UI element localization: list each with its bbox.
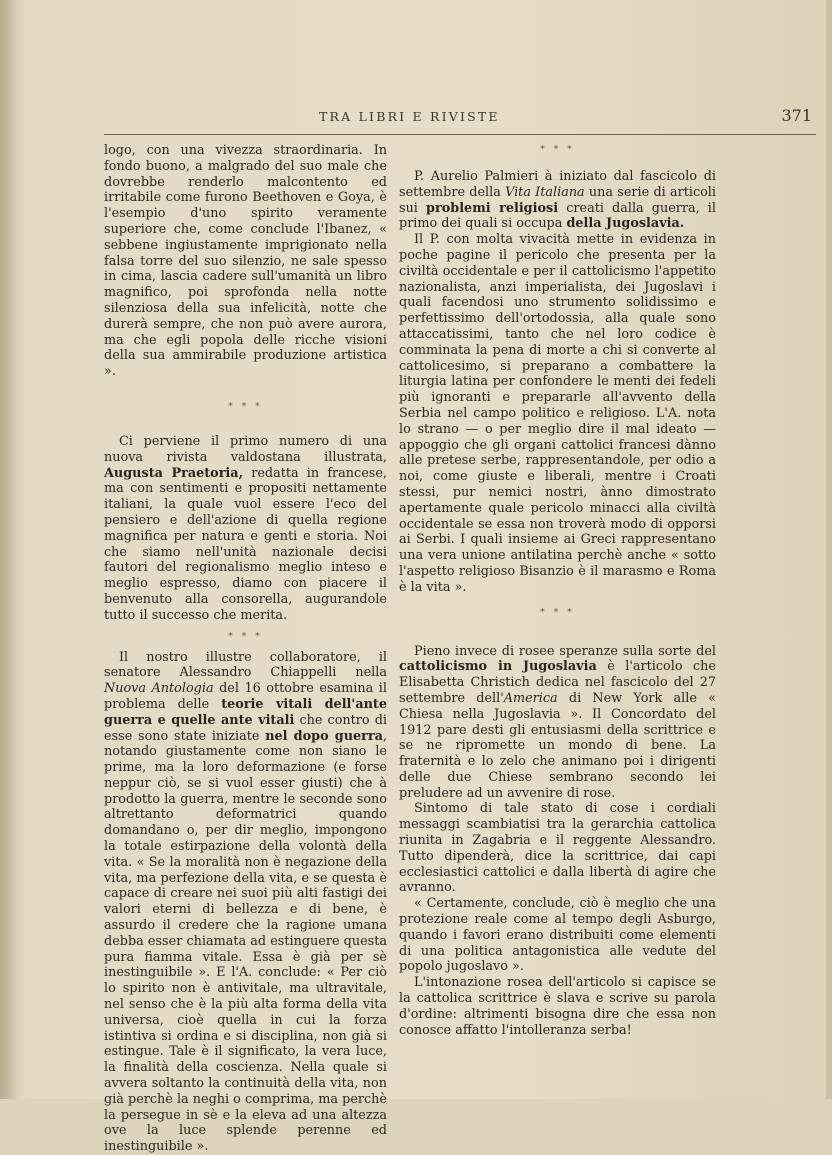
italic-america: America xyxy=(503,690,558,706)
paragraph-messaggi: Sintomo di tale stato di cose i cordiali messaggi scambiatisi tra la gerarchia cattolica riunita in Zagabria e il reggente Alessandro. Tutto dipenderà, dice la scrittrice, dai capi ecclesiastici cattolici e dalla libertà di agire che avranno. xyxy=(399,801,716,896)
header-title: TRA LIBRI E RIVISTE xyxy=(319,109,500,124)
running-header xyxy=(104,104,816,135)
right-column xyxy=(399,143,716,1038)
page-edge xyxy=(826,0,832,1099)
paragraph-palmieri: P. Aurelio Palmieri à iniziato dal fascicolo di settembre della Vita Italiana una serie di articoli sui problemi religiosi creati dalla guerra, il primo dei quali si occupa della Jugoslavia. xyxy=(399,169,716,232)
section-separator: * * * xyxy=(228,631,263,642)
bold-jugoslavia: della Jugoslavia. xyxy=(566,216,685,232)
bold-dopo-guerra: nel dopo guerra xyxy=(265,728,383,744)
page-binding-shadow xyxy=(0,0,18,1099)
left-column xyxy=(104,143,387,1155)
paragraph-intonazione: L'intonazione rosea dell'articolo si capisce se la cattolica scrittrice è slava e scrive su parola d'ordine: altrimenti bisogna dire che essa non conosce affatto l'intolleranza serba! xyxy=(399,975,716,1038)
italic-vita-italiana: Vita Italiana xyxy=(505,184,585,200)
paragraph-augusta-praetoria: Ci perviene il primo numero di una nuova rivista valdostana illustrata, Augusta Praetoria, redatta in francese, ma con sentimenti e propositi nettamente italiani, la quale vuol essere l'eco del pensiero e dell'azione di quella regione magnifica per natura e genti e storia. Noi che siamo nell'unità nazionale decisi fautori del regionalismo meglio inteso e meglio espresso, diamo con piacere il benvenuto alla consorella, augurandole tutto il successo che merita. xyxy=(104,433,387,623)
paragraph-chiappelli: Il nostro illustre collaboratore, il senatore Alessandro Chiappelli nella Nuova Antologia del 16 ottobre esamina il problema delle teorie vitali dell'ante guerra e quelle ante vitali che contro di esse sono state iniziate nel dopo guerra, notando giustamente come non siano le prime, ma la loro deformazione (e forse neppur ciò, se si vuol esser giusti) che à prodotto la guerra, mentre le seconde sono altrettanto deformatrici quando domandano o, per dir meglio, impongono la totale estirpazione della volontà della vita. « Se la moralità non è negazione della vita, ma perfezione della vita, e se questa è capace di creare nei suoi più alti fastigi dei valori eterni di bellezza e di bene, è assurdo il credere che la ragione umana debba esser chiamata ad estinguere questa pura fiamma vitale. Essa è già per sè inestinguibile ». E l'A. conclude: « Per ciò lo spirito non è antivitale, ma ultravitale, nel senso che è la più alta forma della vita universa, cioè quella in cui la forza istintiva si ordina e si disciplina, non già si estingue. Tale è il significato, la vera luce, la finalità della coscienza. Nella quale si avvera soltanto la continuità della vita, non già perchè la neghi o comprima, ma perchè la persegue in sè e la eleva ad una altezza ove la luce splende perenne ed inestinguibile ». xyxy=(104,649,387,1155)
bold-teorie-vitali: teorie vitali dell'ante guerra e quelle ante vitali xyxy=(104,696,387,728)
paragraph-asburgo: « Certamente, conclude, ciò è meglio che una protezione reale come al tempo degli Asburgo, quando i favori erano distribuiti come elementi di una politica antagonistica alle vedute del popolo jugoslavo ». xyxy=(399,896,716,975)
bold-problemi-religiosi: problemi religiosi xyxy=(426,200,559,216)
paragraph-jugoslavi: Il P. con molta vivacità mette in evidenza in poche pagine il pericolo che presenta per la civiltà occidentale e per il cattolicismo l'appetito nazionalista, anzi imperialista, dei Jugoslavi i quali facendosi uno strumento solidissimo e perfettissimo dell'ortodossia, alla quale sono attaccatissimi, tanto che nel loro codice è comminata la pena di morte a chi si converte al cattolicesimo, si preparano a combattere la liturgia latina per confondere le menti dei fedeli più ignoranti e prepararle all'avvento della Serbia nel campo politico e religioso. L'A. nota lo strano — o per meglio dire il mal ideato — appoggio che gli organi cattolici francesi dànno alle pretese serbe, rappresentandole, per odio a noi, come giuste e liberali, mentre i Croati stessi, pur nemici nostri, ànno dimostrato apertamente quale pericolo minacci alla civiltà occidentale se essa non troverà modo di opporsi ai Serbi. I quali insieme ai Greci rappresentano una vera unione antilatina perchè anche « sotto l'aspetto religioso Bisanzio è il marasmo e Roma è la vita ». xyxy=(399,232,716,595)
bold-augusta-praetoria: Augusta Praetoria, xyxy=(104,465,244,481)
section-separator: * * * xyxy=(228,401,263,412)
paragraph-christich: Pieno invece di rosee speranze sulla sorte del cattolicismo in Jugoslavia è l'articolo che Elisabetta Christich dedica nel fascicolo del 27 settembre dell'America di New York alle « Chiesa nella Jugoslavia ». Il Concordato del 1912 pare desti gli entusiasmi della scrittrice e se ne ripromette un mondo di bene. La fraternità e lo zelo che animano poi i dirigenti delle due Chiese sembrano secondo lei preludere ad un avvenire di rose. xyxy=(399,643,716,801)
paragraph-ibanez: logo, con una vivezza straordinaria. In fondo buono, a malgrado del suo male che dovrebbe renderlo malcontento ed irritabile come furono Beethoven e Goya, è l'esempio d'uno spirito veramente superiore che, come conclude l'Ibanez, « sebbene ingiustamente imprigionato nella falsa torre del suo silenzio, ne sale spesso in cima, lascia cadere sull'umanità un libro magnifico, poi sprofonda nella notte silenziosa della sua infelicità, notte che durerà sempre, che non può avere aurora, ma che egli popola delle ricche visioni della sua ammirabile produzione artistica ». xyxy=(104,143,387,380)
bold-cattolicismo-jugoslavia: cattolicismo in Jugoslavia xyxy=(399,659,597,675)
italic-nuova-antologia: Nuova Antologia xyxy=(104,681,214,697)
page-number: 371 xyxy=(781,106,812,125)
section-separator: * * * xyxy=(540,607,575,618)
section-separator: * * * xyxy=(540,145,575,155)
